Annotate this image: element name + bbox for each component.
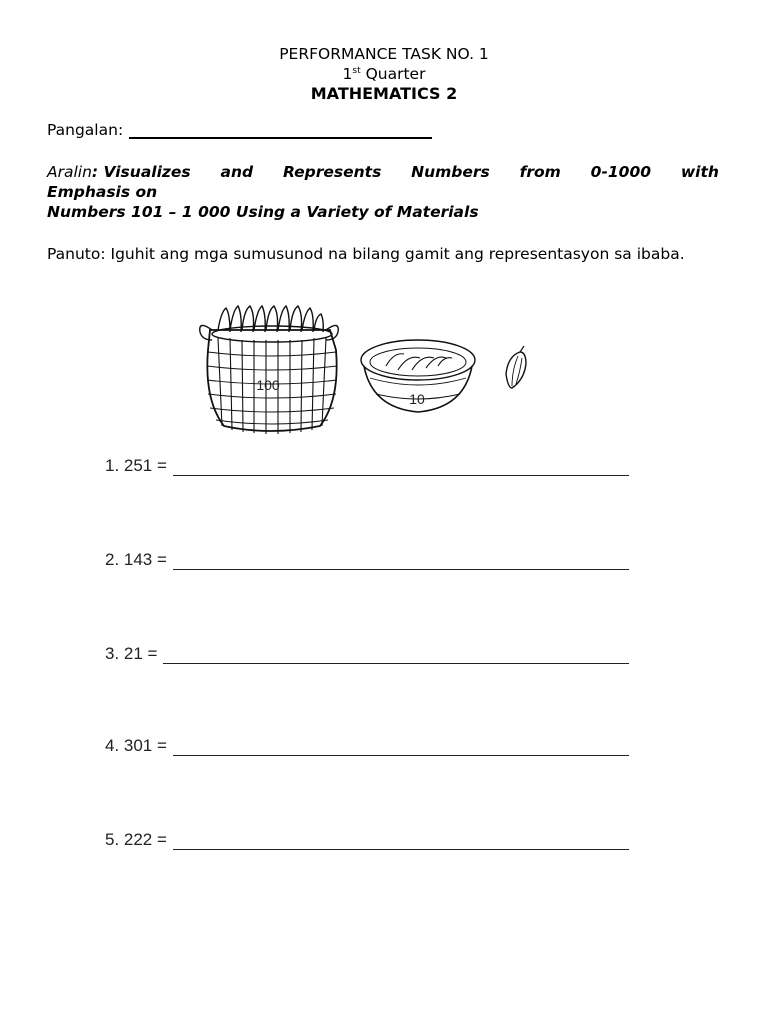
lesson-label: Aralin bbox=[47, 163, 92, 181]
instructions: Panuto: Iguhit ang mga sumusunod na bilang gamit ang representasyon sa ibaba. bbox=[47, 245, 685, 263]
exercise-item-2 bbox=[105, 550, 629, 570]
lesson-line-1 bbox=[47, 162, 719, 182]
exercise-item-1 bbox=[105, 456, 629, 476]
exercise-answer-line[interactable] bbox=[173, 461, 629, 476]
exercise-item-3 bbox=[105, 644, 629, 664]
name-row bbox=[47, 121, 432, 139]
exercise-answer-line[interactable] bbox=[173, 835, 629, 850]
lesson-word-0: : Visualizes bbox=[91, 163, 191, 181]
lesson-word-6: with bbox=[680, 163, 719, 181]
exercise-answer-line[interactable] bbox=[173, 741, 629, 756]
lesson-word-3: Numbers bbox=[411, 163, 490, 181]
place-value-illustration bbox=[190, 300, 535, 440]
name-label: Pangalan: bbox=[47, 121, 124, 139]
lesson-line-2: Emphasis on bbox=[47, 183, 158, 201]
lesson-word-1: and bbox=[220, 163, 254, 181]
basket-of-hundred-icon bbox=[200, 306, 339, 434]
exercise-label: 5. 222 = bbox=[105, 830, 167, 849]
exercise-label: 3. 21 = bbox=[105, 644, 158, 663]
basket-count-label: 100 bbox=[256, 377, 280, 393]
quarter-number: 1 bbox=[342, 65, 353, 83]
exercise-answer-line[interactable] bbox=[173, 555, 629, 570]
name-answer-line[interactable] bbox=[129, 121, 432, 139]
subject-title: MATHEMATICS 2 bbox=[310, 84, 458, 103]
bowl-count-label: 10 bbox=[409, 391, 425, 407]
worksheet-header bbox=[0, 44, 768, 104]
exercise-item-5 bbox=[105, 830, 629, 850]
lesson-line-3: Numbers 101 – 1 000 Using a Variety of Materials bbox=[47, 203, 479, 221]
single-corn-icon bbox=[506, 346, 526, 388]
exercise-item-4 bbox=[105, 736, 629, 756]
quarter-word: Quarter bbox=[360, 65, 426, 83]
lesson-lead bbox=[47, 162, 191, 182]
exercise-label: 4. 301 = bbox=[105, 736, 167, 755]
lesson-block bbox=[47, 162, 719, 222]
lesson-word-2: Represents bbox=[282, 163, 382, 181]
quarter-label bbox=[0, 64, 768, 84]
exercise-answer-line[interactable] bbox=[163, 649, 629, 664]
quarter-ordinal: st bbox=[352, 65, 361, 76]
exercise-label: 2. 143 = bbox=[105, 550, 167, 569]
lesson-word-5: 0-1000 bbox=[590, 163, 652, 181]
task-title: PERFORMANCE TASK NO. 1 bbox=[279, 45, 489, 63]
lesson-word-4: from bbox=[519, 163, 561, 181]
exercise-label: 1. 251 = bbox=[105, 456, 167, 475]
